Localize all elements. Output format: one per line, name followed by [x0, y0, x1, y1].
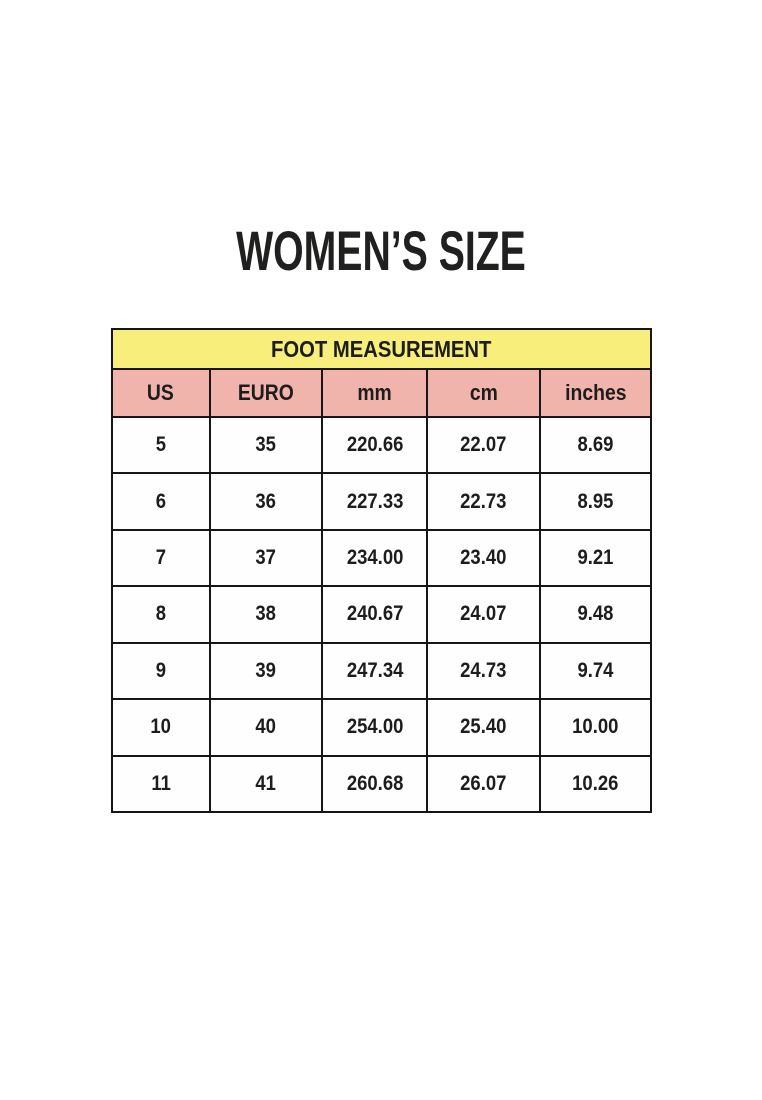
table-header-row: [112, 369, 651, 417]
cell-cm: [427, 417, 540, 473]
cell-inches: [540, 417, 651, 473]
cell-us: [112, 699, 210, 755]
column-header-inches-label: inches: [564, 380, 627, 405]
cell-euro: [210, 699, 323, 755]
cell-value: 8.69: [577, 433, 614, 457]
cell-value: 240.67: [346, 602, 403, 626]
page-title: WOMEN’S SIZE: [236, 219, 526, 282]
cell-mm: [322, 699, 427, 755]
cell-cm: [427, 699, 540, 755]
cell-value: 9.21: [577, 546, 614, 570]
cell-value: 234.00: [346, 546, 403, 570]
cell-value: 260.68: [346, 771, 403, 795]
cell-euro: [210, 643, 323, 699]
column-header-cm: [427, 369, 540, 417]
cell-value: 9.74: [577, 658, 614, 682]
cell-value: 41: [255, 771, 277, 795]
cell-cm: [427, 643, 540, 699]
cell-euro: [210, 530, 323, 586]
column-header-mm: [322, 369, 427, 417]
cell-value: 40: [255, 715, 277, 739]
cell-us: [112, 473, 210, 529]
cell-us: [112, 756, 210, 812]
column-header-us: [112, 369, 210, 417]
table-row: [112, 699, 651, 755]
cell-inches: [540, 756, 651, 812]
cell-value: 36: [255, 489, 277, 513]
table-banner: [112, 329, 651, 369]
cell-value: 38: [255, 602, 277, 626]
cell-value: 39: [255, 658, 277, 682]
column-header-us-label: US: [147, 380, 175, 405]
cell-value: 22.07: [460, 433, 507, 457]
cell-value: 24.07: [460, 602, 507, 626]
table-row: [112, 756, 651, 812]
cell-value: 37: [255, 546, 277, 570]
cell-us: [112, 586, 210, 642]
cell-inches: [540, 586, 651, 642]
cell-euro: [210, 756, 323, 812]
cell-inches: [540, 530, 651, 586]
column-header-euro-label: EURO: [237, 380, 294, 405]
cell-inches: [540, 473, 651, 529]
cell-us: [112, 643, 210, 699]
cell-value: 7: [155, 546, 166, 570]
cell-value: 254.00: [346, 715, 403, 739]
cell-value: 22.73: [460, 489, 507, 513]
cell-value: 227.33: [346, 489, 403, 513]
table-row: [112, 643, 651, 699]
column-header-cm-label: cm: [469, 380, 498, 405]
cell-us: [112, 417, 210, 473]
cell-cm: [427, 586, 540, 642]
cell-inches: [540, 699, 651, 755]
cell-cm: [427, 530, 540, 586]
cell-euro: [210, 586, 323, 642]
cell-mm: [322, 473, 427, 529]
cell-value: 8: [155, 602, 166, 626]
table-row: [112, 473, 651, 529]
cell-value: 220.66: [346, 433, 403, 457]
cell-value: 9: [155, 658, 166, 682]
cell-value: 25.40: [460, 715, 507, 739]
cell-mm: [322, 530, 427, 586]
cell-value: 35: [255, 433, 277, 457]
table-row: [112, 586, 651, 642]
cell-value: 8.95: [577, 489, 614, 513]
cell-us: [112, 530, 210, 586]
size-table: [111, 328, 652, 813]
cell-value: 10.26: [572, 771, 619, 795]
table-row: [112, 530, 651, 586]
cell-value: 5: [155, 433, 166, 457]
table-row: [112, 417, 651, 473]
column-header-inches: [540, 369, 651, 417]
cell-euro: [210, 417, 323, 473]
column-header-mm-label: mm: [357, 380, 392, 405]
table-banner-label: FOOT MEASUREMENT: [271, 335, 492, 362]
cell-mm: [322, 417, 427, 473]
cell-inches: [540, 643, 651, 699]
cell-value: 247.34: [346, 658, 403, 682]
cell-value: 9.48: [577, 602, 614, 626]
column-header-euro: [210, 369, 323, 417]
cell-cm: [427, 756, 540, 812]
cell-value: 23.40: [460, 546, 507, 570]
cell-value: 11: [151, 771, 171, 795]
cell-euro: [210, 473, 323, 529]
cell-value: 6: [155, 489, 166, 513]
cell-mm: [322, 586, 427, 642]
cell-value: 10: [150, 715, 172, 739]
table-banner-row: [112, 329, 651, 369]
cell-value: 24.73: [460, 658, 507, 682]
cell-value: 26.07: [460, 771, 507, 795]
cell-cm: [427, 473, 540, 529]
cell-mm: [322, 756, 427, 812]
cell-mm: [322, 643, 427, 699]
cell-value: 10.00: [572, 715, 619, 739]
